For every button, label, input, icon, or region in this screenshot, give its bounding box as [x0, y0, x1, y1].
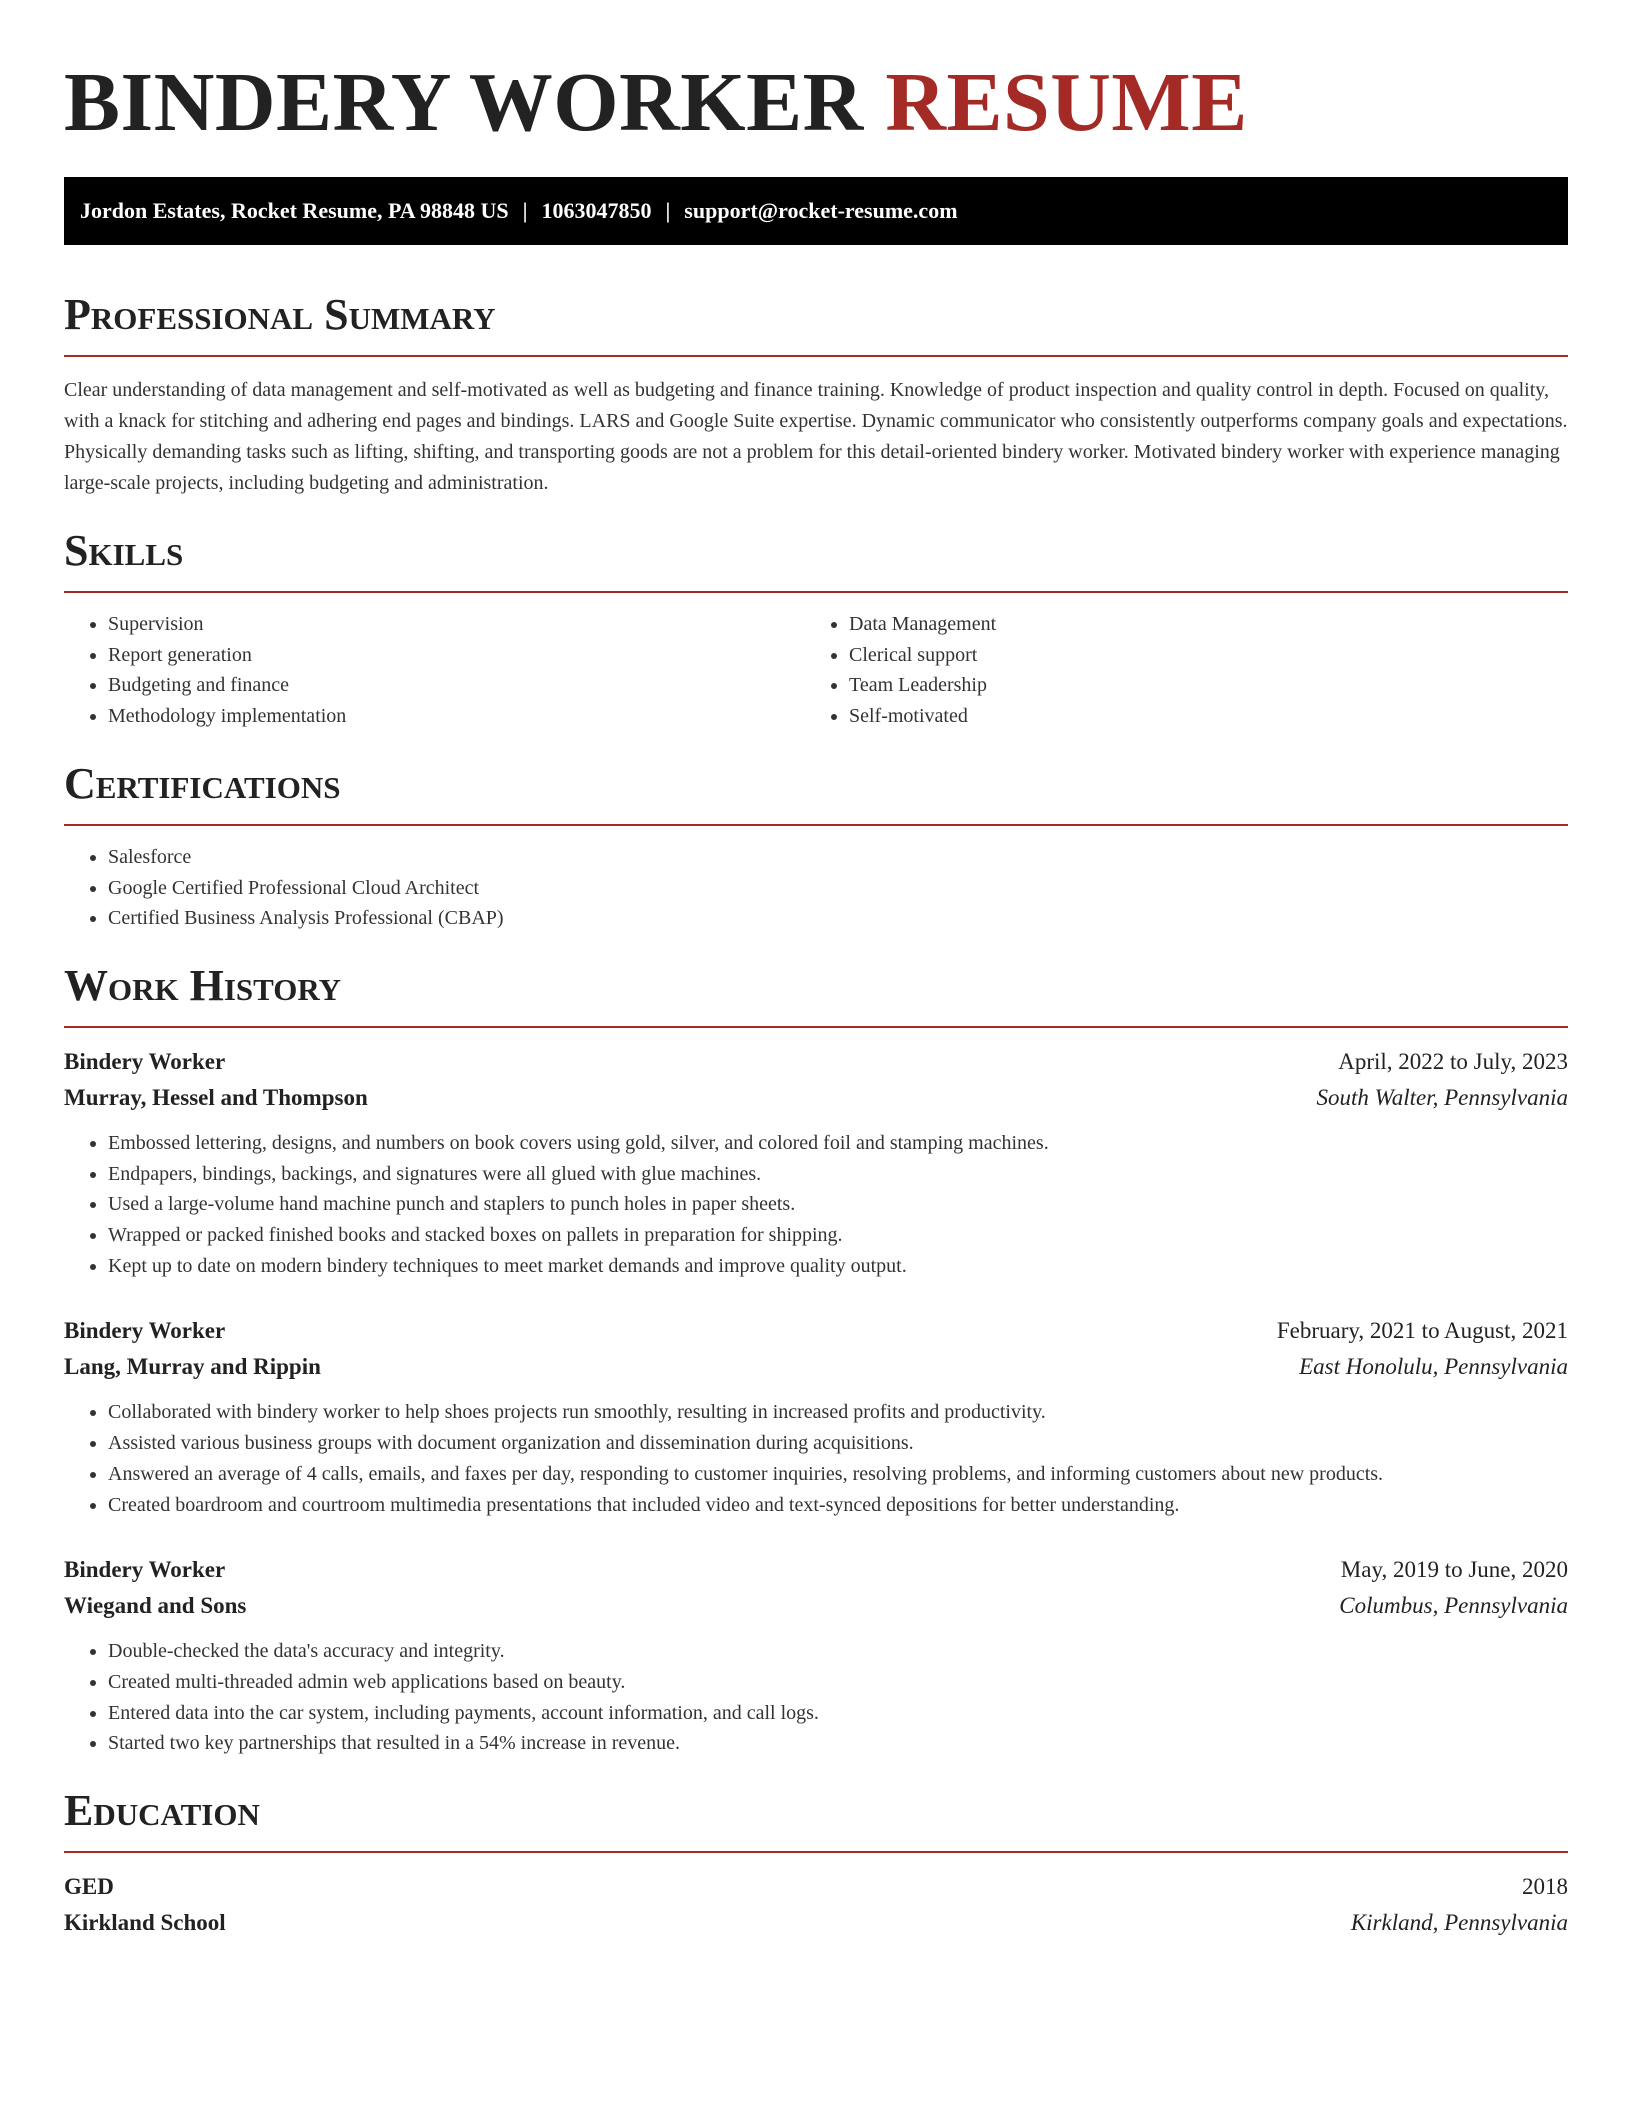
job-bullet: • Started two key partnerships that resulted in a 54% increase in revenue. — [108, 1728, 1568, 1759]
job-company-row — [64, 1349, 1568, 1385]
skills-section — [64, 525, 1568, 732]
section-heading-summary: Professional Summary — [64, 290, 496, 339]
job-dates: February, 2021 to August, 2021 — [1276, 1318, 1568, 1344]
job-title: Bindery Worker — [64, 1557, 226, 1583]
section-divider — [64, 1851, 1568, 1853]
job-location: South Walter, Pennsylvania — [1316, 1084, 1568, 1110]
certification-item: • Salesforce — [108, 842, 1568, 873]
job-header-row — [64, 1044, 1568, 1080]
skill-item: • Self-motivated — [849, 701, 1546, 732]
job-dates: May, 2019 to June, 2020 — [1340, 1557, 1568, 1583]
job-bullet: • Entered data into the car system, including payments, account information, and call logs. — [108, 1698, 1568, 1729]
section-heading-education: Education — [64, 1786, 260, 1836]
certification-item: • Google Certified Professional Cloud Architect — [108, 873, 1568, 904]
education-degree: GED — [64, 1874, 114, 1900]
work-history-section — [64, 960, 1568, 1759]
page-title — [64, 58, 1568, 148]
job-header-row — [64, 1552, 1568, 1588]
job-location: East Honolulu, Pennsylvania — [1299, 1354, 1568, 1380]
section-heading-certifications: Certifications — [64, 758, 341, 808]
education-school-row — [64, 1905, 1568, 1941]
section-divider — [64, 355, 1568, 357]
skill-item: • Supervision — [108, 609, 805, 640]
education-location: Kirkland, Pennsylvania — [1350, 1910, 1568, 1936]
skill-item: • Budgeting and finance — [108, 670, 805, 701]
skill-item: • Data Management — [849, 609, 1546, 640]
skill-item: • Methodology implementation — [108, 701, 805, 732]
education-school: Kirkland School — [64, 1910, 226, 1936]
section-divider — [64, 1026, 1568, 1028]
certification-item: • Certified Business Analysis Professional (CBAP) — [108, 903, 1568, 934]
certifications-section — [64, 758, 1568, 934]
job-bullet: • Endpapers, bindings, backings, and signatures were all glued with glue machines. — [108, 1159, 1568, 1190]
job-entry — [64, 1313, 1568, 1520]
job-bullet: • Kept up to date on modern bindery techniques to meet market demands and improve quality output. — [108, 1251, 1568, 1282]
contact-email: support@rocket-resume.com — [684, 198, 958, 223]
job-bullet: • Answered an average of 4 calls, emails, and faxes per day, responding to customer inquiries, resolving problems, and informing customers about new products. — [108, 1459, 1568, 1490]
job-bullet: • Embossed lettering, designs, and numbers on book covers using gold, silver, and colored foil and stamping machines. — [108, 1128, 1568, 1159]
education-year: 2018 — [1522, 1874, 1568, 1900]
job-bullet: • Assisted various business groups with document organization and dissemination during acquisitions. — [108, 1428, 1568, 1459]
skills-grid — [64, 593, 1568, 732]
job-bullet: • Created boardroom and courtroom multimedia presentations that included video and text-synced depositions for better understanding. — [108, 1490, 1568, 1521]
job-entry — [64, 1044, 1568, 1282]
job-dates: April, 2022 to July, 2023 — [1338, 1048, 1568, 1074]
skill-item: • Team Leadership — [849, 670, 1546, 701]
job-bullets — [64, 1128, 1568, 1282]
job-location: Columbus, Pennsylvania — [1339, 1593, 1568, 1619]
education-entry — [64, 1869, 1568, 1941]
job-company: Lang, Murray and Rippin — [64, 1354, 321, 1380]
job-bullets — [64, 1397, 1568, 1520]
job-entry — [64, 1552, 1568, 1759]
job-title: Bindery Worker — [64, 1048, 226, 1074]
contact-address: Jordon Estates, Rocket Resume, PA 98848 US — [80, 198, 509, 223]
skill-item: • Clerical support — [849, 640, 1546, 671]
summary-text: Clear understanding of data management and self-motivated as well as budgeting and finance training. Knowledge of product inspection and quality control in depth. Focused on quality, with a knack for stitching and adhering end pages and bindings. LARS and Google Suite expertise. Dynamic communicator who consistently outperforms company goals and expectations. Physically demanding tasks such as lifting, shifting, and transporting goods are not a problem for this detail-oriented bindery worker. Motivated bindery worker with experience managing large-scale projects, including budgeting and administration. — [64, 379, 1568, 494]
job-company: Wiegand and Sons — [64, 1593, 247, 1619]
title-main: BINDERY WORKER — [64, 56, 864, 149]
job-company: Murray, Hessel and Thompson — [64, 1084, 368, 1110]
job-bullet: • Collaborated with bindery worker to help shoes projects run smoothly, resulting in increased profits and productivity. — [108, 1397, 1568, 1428]
contact-separator: | — [665, 198, 671, 223]
job-header-row — [64, 1313, 1568, 1349]
section-divider — [64, 824, 1568, 826]
contact-phone: 1063047850 — [541, 198, 652, 223]
job-bullet: • Used a large-volume hand machine punch and staplers to punch holes in paper sheets. — [108, 1189, 1568, 1220]
job-bullet: • Double-checked the data's accuracy and integrity. — [108, 1636, 1568, 1667]
job-bullets — [64, 1636, 1568, 1759]
section-heading-skills: Skills — [64, 526, 184, 575]
education-header-row — [64, 1869, 1568, 1905]
education-section — [64, 1785, 1568, 1941]
job-bullet: • Created multi-threaded admin web applications based on beauty. — [108, 1667, 1568, 1698]
job-bullet: • Wrapped or packed finished books and stacked boxes on pallets in preparation for shipping. — [108, 1220, 1568, 1251]
skills-list-right — [805, 609, 1546, 732]
skills-list-left — [64, 609, 805, 732]
contact-bar — [64, 177, 1568, 245]
title-accent: RESUME — [885, 56, 1248, 149]
job-title: Bindery Worker — [64, 1318, 226, 1344]
certifications-list — [64, 842, 1568, 934]
summary-section — [64, 289, 1568, 499]
job-company-row — [64, 1080, 1568, 1116]
section-heading-work-history: Work History — [64, 960, 342, 1010]
skill-item: • Report generation — [108, 640, 805, 671]
job-company-row — [64, 1588, 1568, 1624]
contact-separator: | — [522, 198, 528, 223]
